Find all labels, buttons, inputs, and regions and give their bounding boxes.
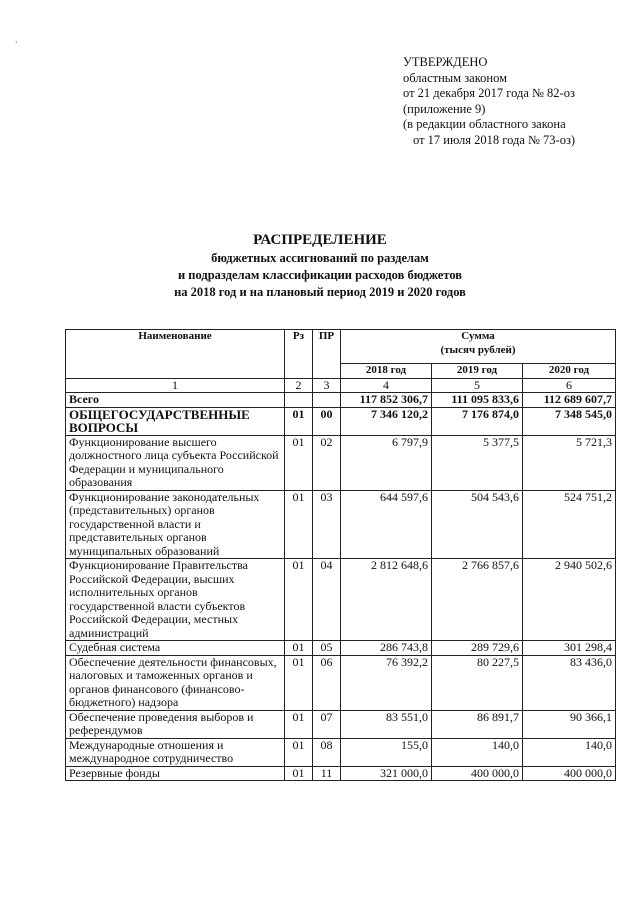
row-value-2019: 2 766 857,6 <box>432 559 523 641</box>
row-name: Функционирование Правительства Российской Федерации, высших исполнительных органов государственной власти субъектов Российской Федерации, местных администраций <box>66 559 285 641</box>
approval-line-2: областным законом <box>403 70 508 85</box>
row-value-2019: 289 729,6 <box>432 641 523 656</box>
title-sub-2: и подразделам классификации расходов бюджетов <box>177 268 463 282</box>
header-sum <box>341 330 616 364</box>
approval-line-6: от 17 июля 2018 года № 73-оз) <box>413 132 576 147</box>
table-row <box>66 641 616 656</box>
title-sub-3: на 2018 год и на плановый период 2019 и 2020 годов <box>174 285 466 299</box>
row-value-2018: 83 551,0 <box>341 710 432 738</box>
row-pr: 11 <box>313 766 341 781</box>
row-value-2018: 76 392,2 <box>341 655 432 710</box>
row-pr: 08 <box>313 738 341 766</box>
row-value-2019: 5 377,5 <box>432 435 523 490</box>
approval-line-3: от 21 декабря 2017 года № 82-оз <box>403 86 575 100</box>
row-pr: 06 <box>313 655 341 710</box>
row-value-2019: 400 000,0 <box>432 766 523 781</box>
col-number: 3 <box>313 378 341 393</box>
row-value-2020: 140,0 <box>523 738 616 766</box>
row-pr: 05 <box>313 641 341 656</box>
row-rz: 01 <box>285 559 313 641</box>
row-name: Обеспечение деятельности финансовых, налоговых и таможенных органов и органов финансового (финансово-бюджетного) надзора <box>66 655 285 710</box>
row-name: Судебная система <box>66 641 285 656</box>
title-main: РАСПРЕДЕЛЕНИЕ <box>253 232 387 248</box>
header-2020: 2020 год <box>523 364 616 379</box>
row-value-2019: 111 095 833,6 <box>432 393 523 408</box>
approval-stamp <box>403 55 575 148</box>
row-value-2018: 644 597,6 <box>341 490 432 559</box>
table-row <box>66 710 616 738</box>
table-row <box>66 766 616 781</box>
header-sum-unit: (тысяч рублей) <box>440 343 516 356</box>
approval-line-4: (приложение 9) <box>403 101 486 116</box>
header-pr: ПР <box>313 330 341 379</box>
row-name: Всего <box>66 393 285 408</box>
row-value-2018: 6 797,9 <box>341 435 432 490</box>
document-title <box>0 231 640 301</box>
row-pr: 00 <box>313 407 341 435</box>
row-name: Функционирование законодательных (представительных) органов государственной власти и представительных органов муниципальных образований <box>66 490 285 559</box>
row-value-2018: 7 346 120,2 <box>341 407 432 435</box>
row-rz: 01 <box>285 738 313 766</box>
row-pr: 03 <box>313 490 341 559</box>
table-row-total <box>66 393 616 408</box>
budget-table <box>65 329 616 781</box>
row-name: Функционирование высшего должностного лица субъекта Российской Федерации и муниципального образования <box>66 435 285 490</box>
table-row <box>66 559 616 641</box>
row-value-2020: 301 298,4 <box>523 641 616 656</box>
row-rz: 01 <box>285 490 313 559</box>
col-number: 1 <box>66 378 285 393</box>
row-value-2019: 86 891,7 <box>432 710 523 738</box>
row-name: Обеспечение проведения выборов и референдумов <box>66 710 285 738</box>
table-row <box>66 435 616 490</box>
row-pr <box>313 393 341 408</box>
header-2018: 2018 год <box>341 364 432 379</box>
row-pr: 04 <box>313 559 341 641</box>
header-name: Наименование <box>66 330 285 379</box>
row-pr: 02 <box>313 435 341 490</box>
header-2019: 2019 год <box>432 364 523 379</box>
row-rz: 01 <box>285 435 313 490</box>
row-rz <box>285 393 313 408</box>
row-value-2018: 321 000,0 <box>341 766 432 781</box>
row-value-2020: 83 436,0 <box>523 655 616 710</box>
table-row <box>66 407 616 435</box>
row-rz: 01 <box>285 766 313 781</box>
row-name: Международные отношения и международное сотрудничество <box>66 738 285 766</box>
row-value-2020: 2 940 502,6 <box>523 559 616 641</box>
row-value-2018: 286 743,8 <box>341 641 432 656</box>
row-rz: 01 <box>285 641 313 656</box>
col-number: 5 <box>432 378 523 393</box>
table-row <box>66 738 616 766</box>
row-pr: 07 <box>313 710 341 738</box>
row-value-2018: 155,0 <box>341 738 432 766</box>
title-sub-1: бюджетных ассигнований по разделам <box>211 251 429 265</box>
row-value-2019: 7 176 874,0 <box>432 407 523 435</box>
col-number: 6 <box>523 378 616 393</box>
row-rz: 01 <box>285 655 313 710</box>
row-value-2019: 504 543,6 <box>432 490 523 559</box>
col-number: 4 <box>341 378 432 393</box>
table-row <box>66 655 616 710</box>
header-sum-label: Сумма <box>461 330 495 342</box>
row-name: Резервные фонды <box>66 766 285 781</box>
row-value-2019: 80 227,5 <box>432 655 523 710</box>
row-rz: 01 <box>285 710 313 738</box>
row-value-2020: 400 000,0 <box>523 766 616 781</box>
row-value-2018: 117 852 306,7 <box>341 393 432 408</box>
header-rz: Рз <box>285 330 313 379</box>
row-value-2020: 7 348 545,0 <box>523 407 616 435</box>
row-value-2020: 112 689 607,7 <box>523 393 616 408</box>
col-number: 2 <box>285 378 313 393</box>
row-value-2018: 2 812 648,6 <box>341 559 432 641</box>
scan-mark: , <box>15 34 18 45</box>
row-value-2020: 5 721,3 <box>523 435 616 490</box>
row-name: ОБЩЕГОСУДАРСТВЕННЫЕ ВОПРОСЫ <box>66 407 285 435</box>
approval-line-1: УТВЕРЖДЕНО <box>403 55 488 69</box>
table-row <box>66 490 616 559</box>
row-value-2019: 140,0 <box>432 738 523 766</box>
row-value-2020: 524 751,2 <box>523 490 616 559</box>
row-value-2020: 90 366,1 <box>523 710 616 738</box>
approval-line-5: (в редакции областного закона <box>403 117 566 131</box>
row-rz: 01 <box>285 407 313 435</box>
